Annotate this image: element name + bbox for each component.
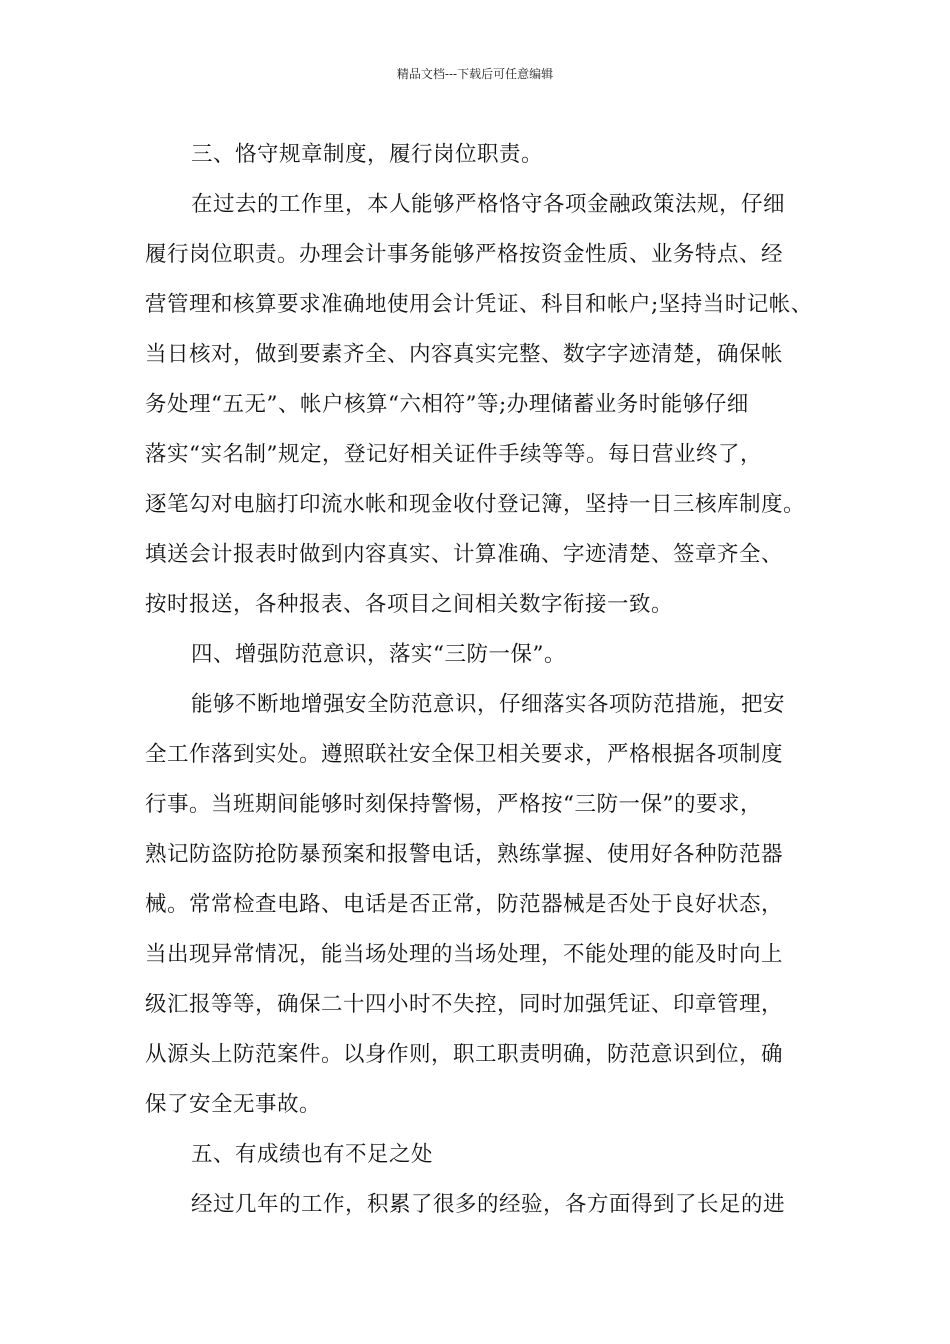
section-heading-4: 四、增强防范意识，落实“三防一保”。 [191, 642, 566, 667]
paragraph-line: 从源头上防范案件。以身作则，职工职责明确，防范意识到位，确 [145, 1042, 784, 1067]
paragraph-line: 落实“实名制”规定，登记好相关证件手续等等。每日营业终了， [145, 442, 762, 467]
paragraph-line: 行事。当班期间能够时刻保持警惕，严格按“三防一保”的要求， [145, 792, 762, 817]
paragraph-line: 填送会计报表时做到内容真实、计算准确、字迹清楚、签章齐全、 [145, 542, 784, 567]
section-heading-5: 五、有成绩也有不足之处 [191, 1142, 434, 1167]
paragraph-line: 能够不断地增强安全防范意识，仔细落实各项防范措施，把安 [191, 692, 786, 717]
paragraph-line: 逐笔勾对电脑打印流水帐和现金收付登记簿，坚持一日三核库制度。 [145, 492, 806, 517]
paragraph-line: 熟记防盗防抢防暴预案和报警电话，熟练掌握、使用好各种防范器 [145, 842, 784, 867]
paragraph-line: 履行岗位职责。办理会计事务能够严格按资金性质、业务特点、经 [145, 242, 784, 267]
paragraph-line: 营管理和核算要求准确地使用会计凭证、科目和帐户;坚持当时记帐、 [145, 292, 813, 317]
section-heading-3: 三、恪守规章制度，履行岗位职责。 [191, 142, 544, 167]
paragraph-line: 在过去的工作里，本人能够严格恪守各项金融政策法规，仔细 [191, 192, 786, 217]
paragraph-line: 经过几年的工作，积累了很多的经验，各方面得到了长足的进 [191, 1192, 786, 1217]
paragraph-line: 保了安全无事故。 [145, 1092, 322, 1117]
paragraph-line: 械。常常检查电路、电话是否正常，防范器械是否处于良好状态， [145, 892, 784, 917]
paragraph-line: 级汇报等等，确保二十四小时不失控，同时加强凭证、印章管理， [145, 992, 784, 1017]
paragraph-line: 按时报送，各种报表、各项目之间相关数字衔接一致。 [145, 592, 674, 617]
paragraph-line: 务处理“五无”、帐户核算“六相符”等;办理储蓄业务时能够仔细 [145, 392, 749, 417]
paragraph-line: 当出现异常情况，能当场处理的当场处理，不能处理的能及时向上 [145, 942, 784, 967]
paragraph-line: 全工作落到实处。遵照联社安全保卫相关要求，严格根据各项制度 [145, 742, 784, 767]
document-body [145, 130, 825, 1230]
paragraph-line: 当日核对，做到要素齐全、内容真实完整、数字字迹清楚，确保帐 [145, 342, 784, 367]
page-header: 精品文档---下载后可任意编辑 [396, 67, 554, 81]
